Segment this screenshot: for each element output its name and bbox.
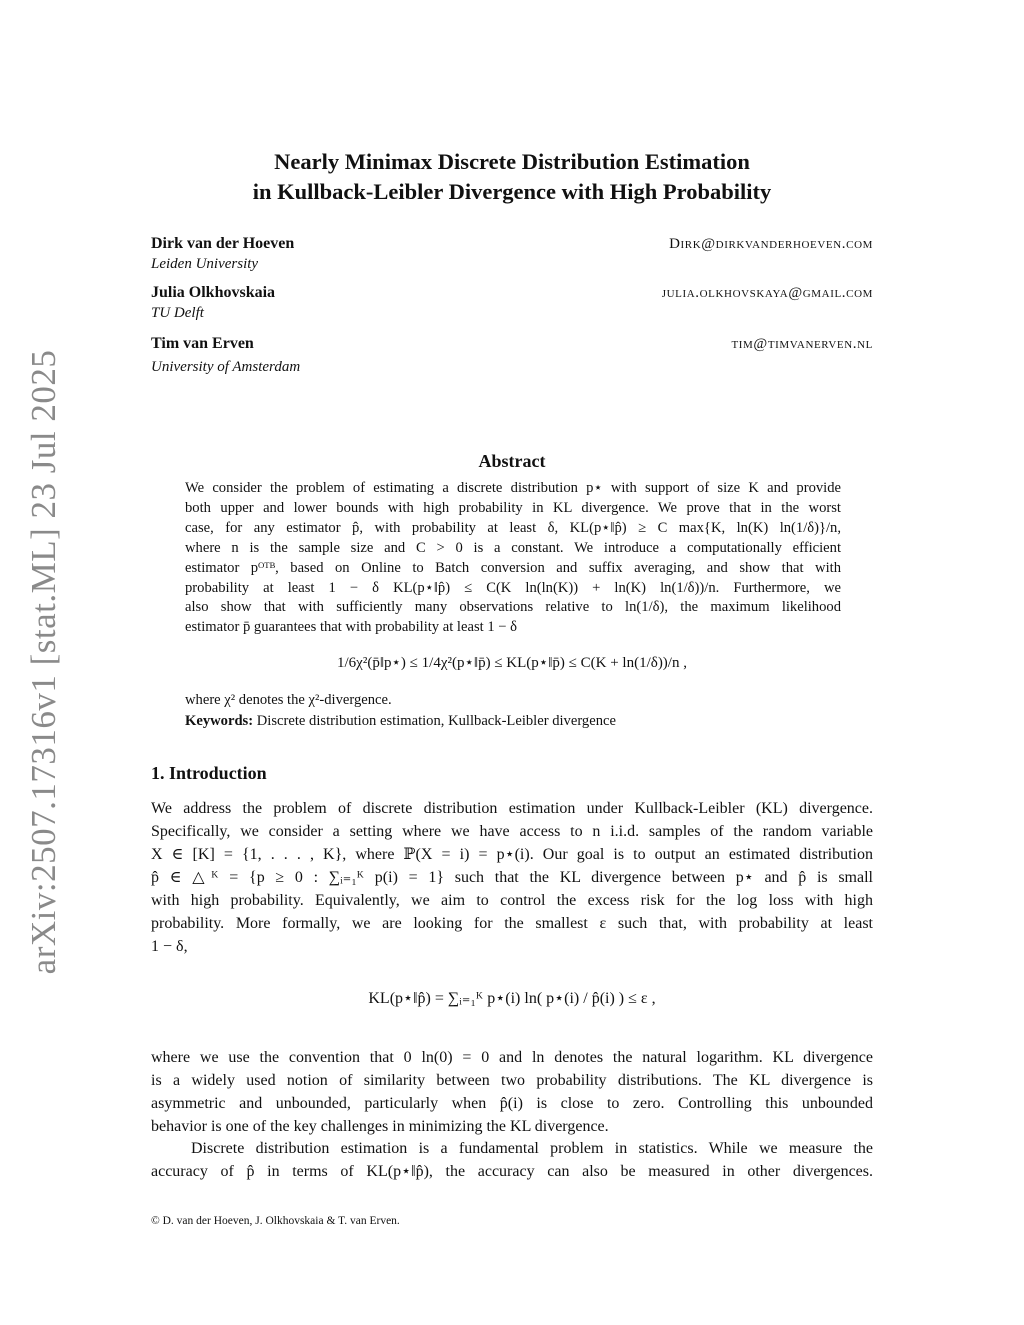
author-name: Julia Olkhovskaia <box>151 284 276 301</box>
abstract-line: where n is the sample size and C > 0 is a constant. We introduce a computationally efficient <box>185 540 841 556</box>
author-email[interactable]: tim@timvanerven.nl <box>731 336 873 352</box>
body-line: behavior is one of the key challenges in minimizing the KL divergence. <box>151 1118 609 1135</box>
keywords-text: Discrete distribution estimation, Kullback-Leibler divergence <box>256 713 616 729</box>
keywords-line <box>185 712 841 732</box>
body-line: asymmetric and unbounded, particularly when p̂(i) is close to zero. Controlling this unbounded <box>151 1095 873 1112</box>
body-line: with high probability. Equivalently, we aim to control the excess risk for the log loss with high <box>151 892 873 909</box>
kl-equation: KL(p⋆‖p̂) = ∑ᵢ₌₁ᴷ p⋆(i) ln( p⋆(i) / p̂(i) ) ≤ ε , <box>368 990 656 1007</box>
paper-title-line-2: in Kullback-Leibler Divergence with High Probability <box>252 179 772 204</box>
author-email[interactable]: Dirk@dirkvanderhoeven.com <box>669 236 873 252</box>
body-line: probability. More formally, we are looking for the smallest ε such that, with probability at least <box>151 915 873 932</box>
author-affiliation: Leiden University <box>151 256 259 272</box>
arxiv-stamp-text: arXiv:2507.17316v1 [stat.ML] 23 Jul 2025 <box>24 349 63 975</box>
section-heading: 1. Introduction <box>151 763 267 783</box>
body-line: X ∈ [K] = {1, . . . , K}, where ℙ(X = i) = p⋆(i). Our goal is to output an estimated distribution <box>151 846 873 863</box>
body-line: p̂ ∈ △ᴷ = {p ≥ 0 : ∑ᵢ₌₁ᴷ p(i) = 1} such that the KL divergence between p⋆ and p̂ is small <box>151 869 873 886</box>
abstract-after-text: where χ² denotes the χ²-divergence. <box>185 692 392 708</box>
body-line: Specifically, we consider a setting where we have access to n i.i.d. samples of the random variable <box>151 823 873 840</box>
body-line: where we use the convention that 0 ln(0) = 0 and ln denotes the natural logarithm. KL divergence <box>151 1049 873 1066</box>
author-name: Tim van Erven <box>151 335 254 352</box>
body-line: We address the problem of discrete distribution estimation under Kullback-Leibler (KL) divergence. <box>151 800 873 817</box>
author-email[interactable]: julia.olkhovskaya@gmail.com <box>661 285 873 301</box>
author-affiliation: TU Delft <box>151 305 204 321</box>
abstract-line: estimator p̄ guarantees that with probability at least 1 − δ <box>185 619 518 635</box>
abstract-line: probability at least 1 − δ KL(p⋆‖p̂) ≤ C(K ln(ln(K)) + ln(K) ln(1/δ))/n. Furthermore, we <box>185 580 841 596</box>
paper-title-line-1: Nearly Minimax Discrete Distribution Estimation <box>274 149 750 174</box>
abstract-heading: Abstract <box>478 451 546 471</box>
body-line: accuracy of p̂ in terms of KL(p⋆‖p̂), the accuracy can also be measured in other divergences. <box>151 1163 873 1180</box>
abstract-line: case, for any estimator p̂, with probability at least δ, KL(p⋆‖p̂) ≥ C max{K, ln(K) ln(1/δ)}/n, <box>185 520 841 536</box>
abstract-line: also show that with sufficiently many observations relative to ln(1/δ), the maximum likelihood <box>185 599 841 615</box>
abstract-line: both upper and lower bounds with high probability in KL divergence. We prove that in the worst <box>185 500 841 516</box>
body-line: is a widely used notion of similarity between two probability distributions. The KL divergence is <box>151 1072 873 1089</box>
abstract-line: estimator pᴼᵀᴮ, based on Online to Batch conversion and suffix averaging, and show that with <box>185 560 841 576</box>
author-name: Dirk van der Hoeven <box>151 235 295 252</box>
copyright-footer: © D. van der Hoeven, J. Olkhovskaia & T. van Erven. <box>151 1215 400 1227</box>
body-line: Discrete distribution estimation is a fundamental problem in statistics. While we measure the <box>191 1140 873 1157</box>
keywords-label: Keywords: <box>185 713 254 729</box>
body-line: 1 − δ, <box>151 938 188 955</box>
abstract-line: We consider the problem of estimating a discrete distribution p⋆ with support of size K and provide <box>185 480 841 496</box>
abstract-equation: 1/6χ²(p̄‖p⋆) ≤ 1/4χ²(p⋆‖p̄) ≤ KL(p⋆‖p̄) ≤ C(K + ln(1/δ))/n , <box>337 655 687 671</box>
author-affiliation: University of Amsterdam <box>151 359 301 375</box>
